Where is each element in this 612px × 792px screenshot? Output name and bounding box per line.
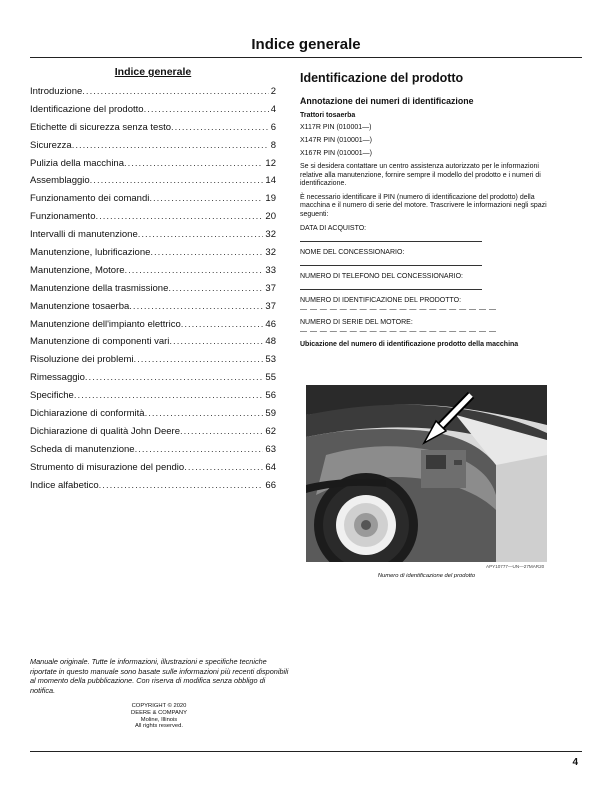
toc-item-page: 12 xyxy=(265,157,276,169)
toc-item-page: 63 xyxy=(265,443,276,455)
toc-leader-dots xyxy=(90,172,264,190)
product-id-location-photo xyxy=(306,385,547,562)
toc-item-label: Dichiarazione di qualità John Deere xyxy=(30,425,180,437)
toc-heading: Indice generale xyxy=(114,66,192,78)
toc-leader-dots xyxy=(169,333,263,351)
pin-model: X147R PIN (010001—) xyxy=(300,137,372,144)
toc-item-label: Indice alfabetico xyxy=(30,479,99,491)
toc-item-page: 59 xyxy=(265,408,276,420)
toc-leader-dots xyxy=(184,459,263,477)
toc-leader-dots xyxy=(95,208,263,226)
toc-item[interactable] xyxy=(30,459,276,477)
toc-item-label: Manutenzione dell'impianto elettrico xyxy=(30,318,181,330)
toc-item-label: Specifiche xyxy=(30,390,74,402)
toc-item[interactable] xyxy=(30,316,276,334)
toc-item-page: 46 xyxy=(265,318,276,330)
toc-leader-dots xyxy=(82,83,268,101)
toc-leader-dots xyxy=(168,280,263,298)
toc-item-label: Manutenzione, lubrificazione xyxy=(30,247,151,259)
toc-leader-dots xyxy=(129,298,263,316)
toc-item-page: 55 xyxy=(265,372,276,384)
toc-item-label: Risoluzione dei problemi xyxy=(30,354,134,366)
toc-item-page: 48 xyxy=(265,336,276,348)
toc-item-page: 33 xyxy=(265,264,276,276)
header-rule xyxy=(30,57,582,58)
dealer-name-line[interactable] xyxy=(300,256,482,266)
toc-item-label: Dichiarazione di conformità xyxy=(30,408,145,420)
copyright-line: COPYRIGHT © 2020 xyxy=(131,703,187,709)
toc-item-label: Manutenzione di componenti vari xyxy=(30,336,170,348)
toc-item[interactable] xyxy=(30,172,276,190)
section-title: Identificazione del prodotto xyxy=(300,71,464,85)
engine-serial-label: NUMERO DI SERIE DEL MOTORE: xyxy=(300,318,413,326)
toc-item-page: 32 xyxy=(265,229,276,241)
paragraph-contact: Se si desidera contattare un centro assistenza autorizzato per le informazioni relative alla manutenzione, fornire sempre il modello del prodotto e i numeri di identificazione. xyxy=(300,163,541,188)
pin-model: X117R PIN (010001—) xyxy=(300,124,372,131)
toc-item-page: 8 xyxy=(270,139,276,151)
toc-item-page: 66 xyxy=(265,479,276,491)
product-identification-section xyxy=(300,71,550,352)
toc-leader-dots xyxy=(125,262,264,280)
toc-item-page: 37 xyxy=(265,300,276,312)
toc-item-label: Identificazione del prodotto xyxy=(30,103,144,115)
location-line: Moline, Illinois xyxy=(140,716,178,723)
toc-item[interactable] xyxy=(30,101,276,119)
toc-leader-dots xyxy=(145,405,264,423)
toc-item-page: 53 xyxy=(265,354,276,366)
toc-item-label: Scheda di manutenzione xyxy=(30,443,135,455)
page-number: 4 xyxy=(572,757,578,768)
toc-leader-dots xyxy=(134,351,264,369)
toc-item-label: Manutenzione, Motore xyxy=(30,264,125,276)
toc-leader-dots xyxy=(124,155,263,173)
toc-leader-dots xyxy=(74,387,264,405)
toc-item-page: 14 xyxy=(265,175,276,187)
pin-dash-line[interactable]: — — — — — — — — — — — — — — — — — — — — xyxy=(300,305,497,313)
purchase-date-line[interactable] xyxy=(300,232,482,242)
toc-item-page: 2 xyxy=(270,86,276,97)
toc-item[interactable] xyxy=(30,137,276,155)
toc-leader-dots xyxy=(85,369,264,387)
toc-item[interactable] xyxy=(30,333,276,351)
toc-item[interactable] xyxy=(30,83,276,101)
disclaimer: Manuale originale. Tutte le informazioni, illustrazioni e specifiche tecniche riportate in questo manuale sono basate sulle informazioni più recenti disponibili al momento della pubblicazione. Con riserva di modifica senza obbligo di notifica. xyxy=(30,657,289,695)
toc-item-page: 56 xyxy=(265,390,276,402)
dealer-name-label: NOME DEL CONCESSIONARIO: xyxy=(300,248,405,256)
toc-item[interactable] xyxy=(30,387,276,405)
toc-item[interactable] xyxy=(30,423,276,441)
toc-list xyxy=(30,83,276,494)
paragraph-identify: È necessario identificare il PIN (numero di identificazione del prodotto) della macchina e il numero di serie del motore. Trascrivere le informazioni negli spazi seguenti: xyxy=(300,193,547,218)
toc-item-label: Intervalli di manutenzione xyxy=(30,229,138,241)
toc-item[interactable] xyxy=(30,155,276,173)
purchase-date-label: DATA DI ACQUISTO: xyxy=(300,224,367,232)
toc-item[interactable] xyxy=(30,405,276,423)
toc-item-page: 37 xyxy=(265,282,276,294)
toc-leader-dots xyxy=(99,477,264,495)
toc-item-label: Funzionamento dei comandi xyxy=(30,193,150,205)
rights-line: All rights reserved. xyxy=(134,723,183,730)
toc-item[interactable] xyxy=(30,441,276,459)
toc-leader-dots xyxy=(135,441,264,459)
toc-item-label: Funzionamento xyxy=(30,211,96,223)
toc-item[interactable] xyxy=(30,119,276,137)
toc-leader-dots xyxy=(144,101,269,119)
toc-item-page: 4 xyxy=(270,103,276,115)
toc-item-label: Assemblaggio xyxy=(30,175,90,187)
tractors-label: Trattori tosaerba xyxy=(300,112,356,119)
toc-item-page: 19 xyxy=(265,193,276,205)
copyright-block xyxy=(100,703,218,730)
toc-leader-dots xyxy=(181,316,264,334)
toc-leader-dots xyxy=(180,423,263,441)
toc-item-label: Strumento di misurazione del pendio xyxy=(30,461,185,473)
toc-leader-dots xyxy=(138,226,264,244)
toc-item-label: Sicurezza xyxy=(30,139,72,151)
toc-item[interactable] xyxy=(30,298,276,316)
toc-item[interactable] xyxy=(30,208,276,226)
page-title: Indice generale xyxy=(251,36,361,53)
engine-serial-dash-line[interactable]: — — — — — — — — — — — — — — — — — — — — xyxy=(300,327,497,335)
figure-reference: APY10777—UN—27MAR20 xyxy=(486,564,545,569)
dealer-phone-line[interactable] xyxy=(300,280,482,290)
toc-item-label: Manutenzione tosaerba xyxy=(30,300,130,312)
toc-item-page: 32 xyxy=(265,247,276,259)
toc-leader-dots xyxy=(149,190,263,208)
footer-rule xyxy=(30,751,582,752)
location-title: Ubicazione del numero di identificazione prodotto della macchina xyxy=(300,340,519,348)
toc-item[interactable] xyxy=(30,369,276,387)
toc-item[interactable] xyxy=(30,477,276,495)
toc-item[interactable] xyxy=(30,244,276,262)
table-of-contents xyxy=(30,66,276,494)
toc-leader-dots xyxy=(72,137,269,155)
toc-item-label: Introduzione xyxy=(30,86,83,97)
toc-item-label: Rimessaggio xyxy=(30,372,85,384)
figure-caption: Numero di identificazione del prodotto xyxy=(377,573,476,579)
company-line: DEERE & COMPANY xyxy=(131,709,187,716)
toc-item[interactable] xyxy=(30,190,276,208)
toc-item-label: Manutenzione della trasmissione xyxy=(30,282,169,294)
toc-item[interactable] xyxy=(30,262,276,280)
toc-item-label: Pulizia della macchina xyxy=(30,157,124,169)
section-subtitle: Annotazione dei numeri di identificazione xyxy=(300,96,474,106)
toc-leader-dots xyxy=(171,119,269,137)
toc-item-label: Etichette di sicurezza senza testo xyxy=(30,121,171,133)
pin-label: NUMERO DI IDENTIFICAZIONE DEL PRODOTTO: xyxy=(300,296,462,304)
toc-item-page: 20 xyxy=(265,211,276,223)
pin-model: X167R PIN (010001—) xyxy=(300,150,372,157)
toc-item[interactable] xyxy=(30,351,276,369)
toc-item[interactable] xyxy=(30,280,276,298)
toc-item[interactable] xyxy=(30,226,276,244)
toc-item-page: 6 xyxy=(270,121,276,133)
toc-item-page: 64 xyxy=(265,461,276,473)
dealer-phone-label: NUMERO DI TELEFONO DEL CONCESSIONARIO: xyxy=(300,272,463,280)
toc-leader-dots xyxy=(150,244,263,262)
toc-item-page: 62 xyxy=(265,425,276,437)
